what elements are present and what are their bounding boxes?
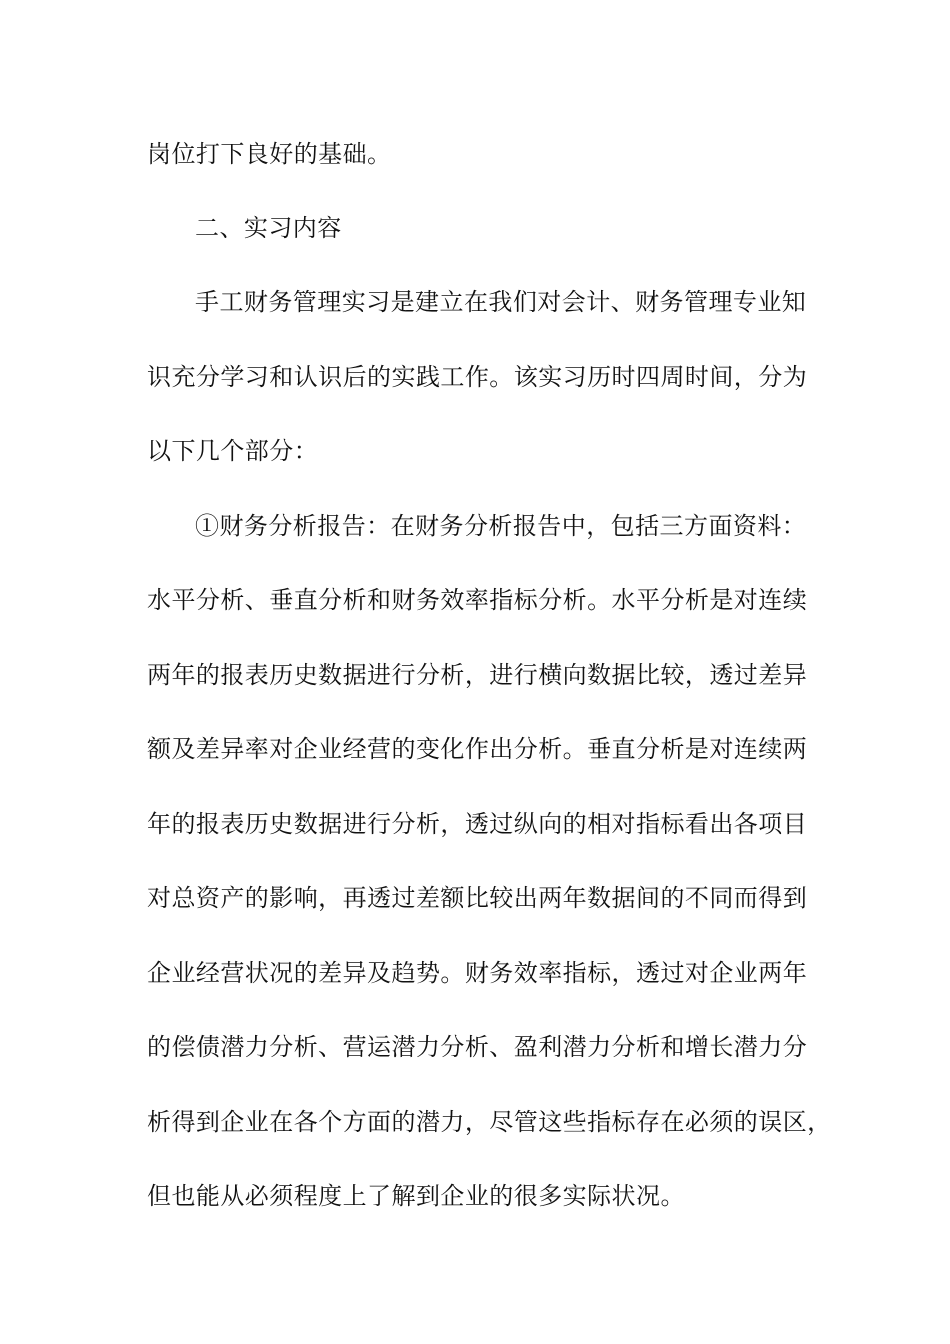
text-line: 的偿债潜力分析、营运潜力分析、盈利潜力分析和增长潜力分 — [147, 1033, 808, 1061]
text-line: 对总资产的影响，再透过差额比较出两年数据间的不同而得到 — [147, 884, 808, 912]
text-line: 水平分析、垂直分析和财务效率指标分析。水平分析是对连续 — [147, 586, 808, 614]
text-line: 企业经营状况的差异及趋势。财务效率指标，透过对企业两年 — [147, 959, 808, 987]
text-line: 析得到企业在各个方面的潜力，尽管这些指标存在必须的误区， — [147, 1108, 832, 1136]
text-line: 两年的报表历史数据进行分析，进行横向数据比较，透过差异 — [147, 661, 808, 689]
text-line: 年的报表历史数据进行分析，透过纵向的相对指标看出各项目 — [147, 810, 808, 838]
text-line: 但也能从必须程度上了解到企业的很多实际状况。 — [147, 1182, 685, 1210]
text-line: 以下几个部分： — [147, 437, 319, 465]
section-heading: 二、实习内容 — [195, 214, 342, 242]
text-line: 手工财务管理实习是建立在我们对会计、财务管理专业知 — [195, 288, 807, 316]
text-line: 岗位打下良好的基础。 — [147, 140, 392, 168]
text-line: 额及差异率对企业经营的变化作出分析。垂直分析是对连续两 — [147, 735, 808, 763]
text-line: 识充分学习和认识后的实践工作。该实习历时四周时间，分为 — [147, 363, 808, 391]
text-line: ①财务分析报告：在财务分析报告中，包括三方面资料： — [195, 512, 807, 540]
